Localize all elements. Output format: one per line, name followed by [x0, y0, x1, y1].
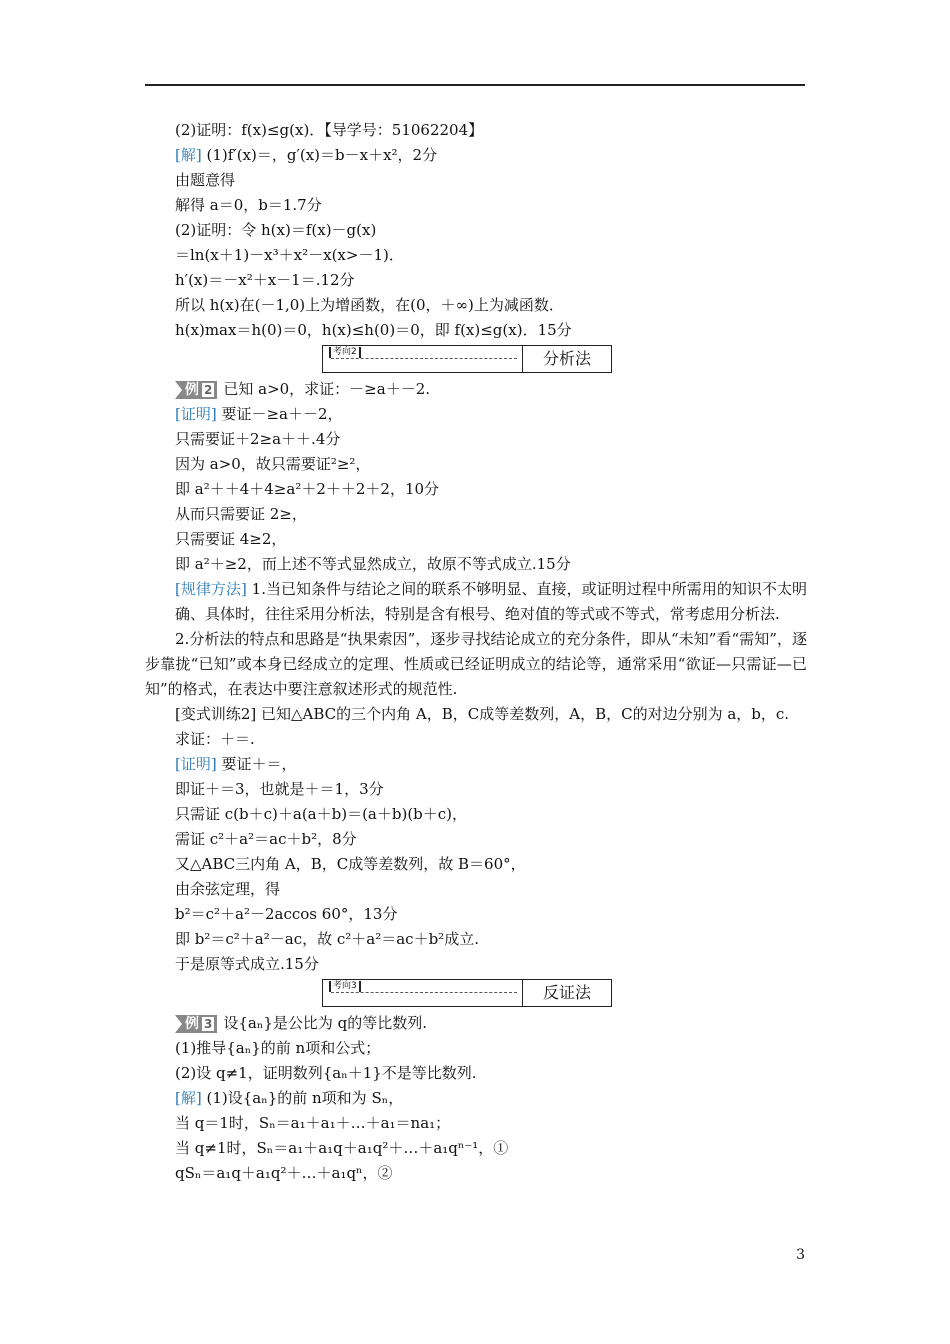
text-line: b²＝c²＋a²－2accos 60°，13分: [175, 905, 398, 923]
line-text: 要证－≥a＋－2，: [216, 405, 343, 423]
solution-block-3: [145, 1036, 807, 1186]
text-line: 即证＋＝3，也就是＋＝1，3分: [175, 780, 384, 798]
variant-training-2: [145, 702, 807, 977]
text-line: 当 q＝1时，Sₙ＝a₁＋a₁＋…＋a₁＝na₁；: [175, 1114, 451, 1132]
text-line: (2)证明：f(x)≤g(x)．【导学号：51062204】: [175, 121, 484, 139]
text-line: 于是原等式成立.15分: [175, 955, 319, 973]
text-line: (2)证明：令 h(x)＝f(x)－g(x): [175, 221, 377, 239]
text-line: 所以 h(x)在(－1,0)上为增函数，在(0，＋∞)上为减函数．: [175, 296, 564, 314]
text-line: [145, 1086, 807, 1111]
section-label: 考向2: [329, 347, 361, 358]
text-line: ＝ln(x＋1)－x³＋x²－x(x>－1)．: [175, 246, 404, 264]
text-line: 即 a²＋≥2，而上述不等式显然成立，故原不等式成立.15分: [175, 555, 571, 573]
page-content: [145, 118, 807, 1186]
line-text: 要证＋＝，: [216, 755, 297, 773]
text-line: 求证：＋＝.: [175, 730, 255, 748]
text-line: 只需要证＋2≥a＋＋.4分: [175, 430, 341, 448]
example-text: 设{aₙ}是公比为 q的等比数列.: [223, 1014, 428, 1032]
text-line: 由题意得: [175, 171, 236, 189]
text-line: 即 a²＋＋4＋4≥a²＋2＋＋2＋2，10分: [175, 480, 440, 498]
header-rule: [145, 84, 805, 86]
text-line: 因为 a>0，故只需要证²≥²，: [175, 455, 371, 473]
line-text: (1)设{aₙ}的前 n项和为 Sₙ，: [201, 1089, 404, 1107]
section-title: 反证法: [542, 983, 591, 1002]
text-line: [145, 402, 807, 427]
section-header-2: [322, 345, 612, 373]
solution-block-1: [145, 118, 807, 343]
text-line: 只需要证 4≥2，: [175, 530, 287, 548]
step-tag: [证明]: [175, 405, 217, 423]
proof-block-2: [145, 402, 807, 577]
text-line: 即 b²＝c²＋a²－ac，故 c²＋a²＝ac＋b²成立.: [175, 930, 479, 948]
example-text: 已知 a>0，求证：－≥a＋－2.: [223, 380, 431, 398]
text-line: (1)推导{aₙ}的前 n项和公式；: [175, 1039, 381, 1057]
text-line: h(x)max＝h(0)＝0，h(x)≤h(0)＝0，即 f(x)≤g(x)．15分: [175, 321, 572, 339]
text-line: qSₙ＝a₁q＋a₁q²＋…＋a₁qⁿ，②: [175, 1164, 393, 1182]
line-text: (1)f′(x)＝，g′(x)＝b－x＋x²，2分: [201, 146, 438, 164]
text-line: (2)设 q≠1，证明数列{aₙ＋1}不是等比数列.: [175, 1064, 477, 1082]
method-paragraph-2: 2.分析法的特点和思路是“执果索因”，逐步寻找结论成立的充分条件，即从“未知”看“需知”，逐步靠拢“已知”或本身已经成立的定理、性质或已经证明成立的结论等，通常采用“欲证—只需证—已知”的格式，在表达中要注意叙述形式的规范性.: [145, 630, 807, 698]
section-dash: [331, 992, 517, 993]
text-line: 由余弦定理，得: [175, 880, 281, 898]
page-number: 3: [796, 1247, 805, 1263]
step-tag: [解]: [175, 1089, 202, 1107]
method-tag: [规律方法]: [175, 580, 247, 598]
section-label: 考向3: [329, 981, 361, 992]
text-line: h′(x)＝－x²＋x－1＝.12分: [175, 271, 355, 289]
text-line: 当 q≠1时，Sₙ＝a₁＋a₁q＋a₁q²＋…＋a₁qⁿ⁻¹，①: [175, 1139, 509, 1157]
text-line: 又△ABC三内角 A，B，C成等差数列，故 B＝60°，: [175, 855, 526, 873]
step-tag: [解]: [175, 146, 202, 164]
text-line: [变式训练2] 已知△ABC的三个内角 A，B，C成等差数列，A，B，C的对边分别为 a，b，c.: [175, 705, 790, 723]
example-2: [145, 377, 807, 402]
text-line: 需证 c²＋a²＝ac＋b²，8分: [175, 830, 357, 848]
example-tag: 例 2: [175, 381, 217, 399]
text-line: 只需证 c(b＋c)＋a(a＋b)＝(a＋b)(b＋c)，: [175, 805, 468, 823]
text-line: 从而只需要证 2≥，: [175, 505, 307, 523]
method-paragraph-1: [规律方法] 1.当已知条件与结论之间的联系不够明显、直接，或证明过程中所需用的知识不太明确、具体时，往往采用分析法，特别是含有根号、绝对值的等式或不等式，常考虑用分析法.: [175, 580, 807, 623]
text-line: [145, 143, 807, 168]
example-tag: 例 3: [175, 1015, 217, 1033]
step-tag: [证明]: [175, 755, 217, 773]
example-3: [145, 1011, 807, 1036]
section-title: 分析法: [542, 349, 591, 368]
section-dash: [331, 358, 517, 359]
section-header-3: [322, 979, 612, 1007]
text-line: [145, 752, 807, 777]
text-line: 解得 a＝0，b＝1.7分: [175, 196, 322, 214]
